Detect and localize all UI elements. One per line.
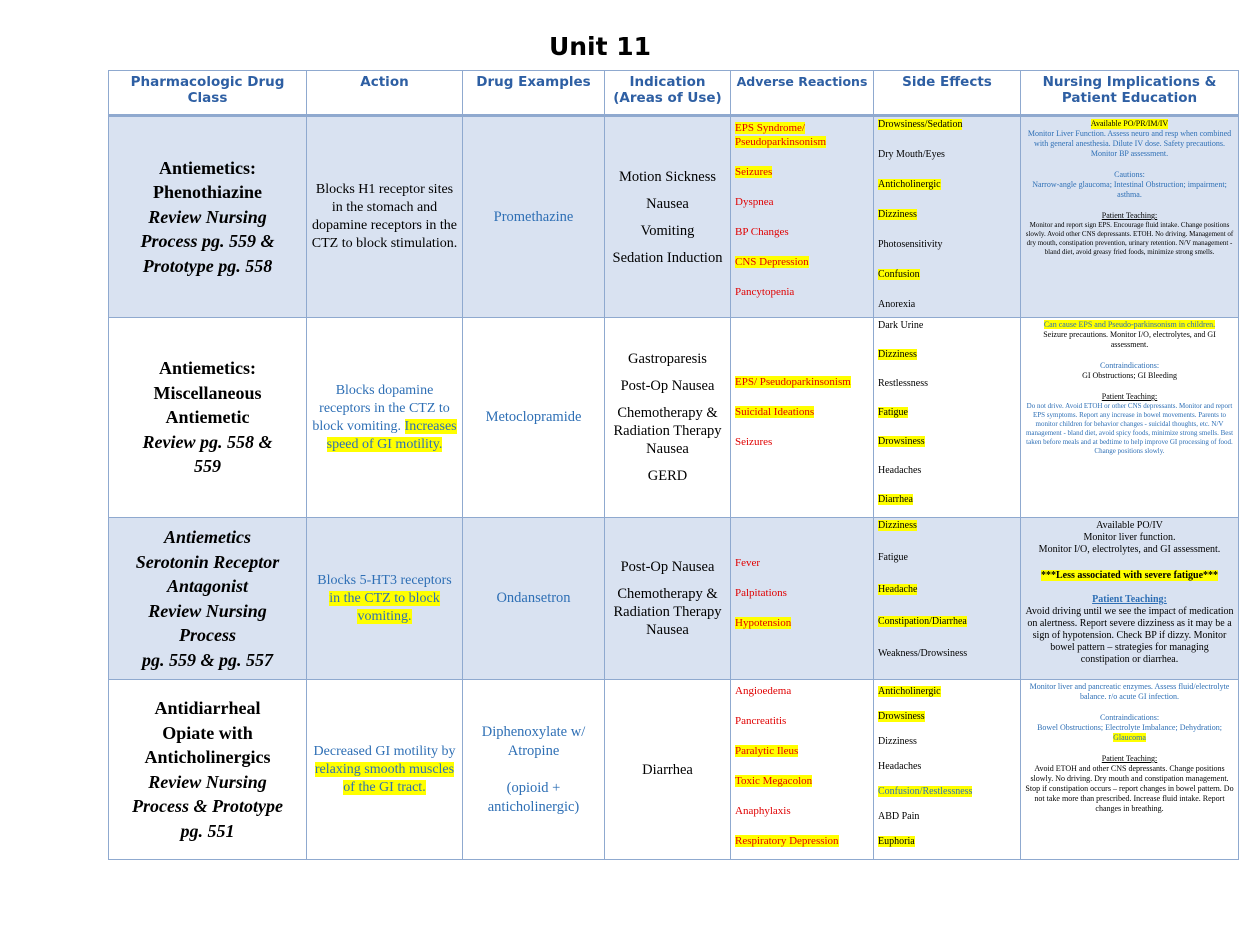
nursing-teaching-heading: Patient Teaching: xyxy=(1101,754,1158,763)
nursing-contra: GI Obstructions; GI Bleeding xyxy=(1082,371,1177,380)
header-row xyxy=(109,71,1239,116)
nursing-cell xyxy=(1021,680,1239,860)
indication-item: Post-Op Nausea xyxy=(620,378,715,394)
side-effect-item: Drowsiness xyxy=(878,711,925,722)
class-line: Antagonist xyxy=(166,576,249,596)
adverse-item: Pancreatitis xyxy=(735,715,787,727)
header-indication: Indication (Areas of Use) xyxy=(605,71,731,116)
drug-class-cell xyxy=(109,318,307,518)
adverse-cell xyxy=(731,318,874,518)
adverse-cell xyxy=(731,680,874,860)
class-line: Antiemetic xyxy=(165,407,250,428)
header-drug-class: Pharmacologic Drug Class xyxy=(109,71,307,116)
drug-table-container xyxy=(108,70,1234,860)
indication-cell xyxy=(605,518,731,680)
drug-class-cell xyxy=(109,116,307,318)
nursing-monitor: Monitor Liver Function. Assess neuro and resp when combined with general anesthesia. Dilute IV dose. Safety precautions. Monitor BP assessment. xyxy=(1027,129,1232,158)
drug-name: Diphenoxylate w/ Atropine xyxy=(481,723,586,759)
class-line: Miscellaneous xyxy=(153,382,262,403)
side-effect-item: Anorexia xyxy=(878,299,916,310)
class-line: Antiemetics: xyxy=(159,358,256,379)
nursing-monitor: Monitor I/O, electrolytes, and GI assessment. xyxy=(1038,544,1221,555)
side-effect-item: Constipation/Diarrhea xyxy=(878,616,967,627)
side-effect-item: Dry Mouth/Eyes xyxy=(878,149,945,160)
action-cell: Blocks H1 receptor sites in the stomach and dopamine receptors in the CTZ to block stimulation. xyxy=(307,116,463,318)
action-highlight: relaxing smooth muscles of the GI tract. xyxy=(314,761,455,795)
nursing-note: ***Less associated with severe fatigue*** xyxy=(1040,570,1219,581)
side-effect-item: Photosensitivity xyxy=(878,239,943,250)
nursing-teaching-heading: Patient Teaching: xyxy=(1101,211,1158,220)
side-effect-item: Dizziness xyxy=(878,520,917,531)
adverse-cell xyxy=(731,116,874,318)
nursing-availability: Available PO/IV xyxy=(1096,520,1163,531)
drug-cell: Ondansetron xyxy=(463,518,605,680)
nursing-cell xyxy=(1021,518,1239,680)
indication-item: Nausea xyxy=(646,195,689,212)
indication-item: Chemotherapy & Radiation Therapy Nausea xyxy=(613,405,722,457)
class-line: Review Nursing xyxy=(148,206,267,227)
class-line: pg. 559 & pg. 557 xyxy=(141,649,273,670)
nursing-monitor: Seizure precautions. Monitor I/O, electrolytes, and GI assessment. xyxy=(1043,330,1216,349)
adverse-item: Angioedema xyxy=(735,685,792,697)
drug-class-cell xyxy=(109,680,307,860)
table-row xyxy=(109,318,1239,518)
side-effects-cell xyxy=(874,318,1021,518)
indication-item: Sedation Induction xyxy=(612,249,723,266)
table-row xyxy=(109,518,1239,680)
page-title: Unit 11 xyxy=(548,32,652,61)
indication-item: Gastroparesis xyxy=(628,351,707,367)
adverse-cell xyxy=(731,518,874,680)
indication-item: Motion Sickness xyxy=(618,168,717,185)
indication-cell xyxy=(605,680,731,860)
adverse-item: Dyspnea xyxy=(735,196,774,208)
class-line: Process pg. 559 & xyxy=(140,231,275,252)
side-effect-item: Diarrhea xyxy=(878,494,913,505)
indication-item: Chemotherapy & Radiation Therapy Nausea xyxy=(613,586,722,638)
side-effect-item: Headache xyxy=(878,584,918,595)
header-drug-examples: Drug Examples xyxy=(463,71,605,116)
drug-table xyxy=(108,70,1239,860)
action-text: Blocks 5-HT3 receptors xyxy=(317,572,452,588)
side-effect-item: Drowsiness xyxy=(878,436,925,447)
class-line: Review Nursing xyxy=(148,600,267,621)
side-effect-item: Dizziness xyxy=(878,349,917,360)
adverse-item: Pancytopenia xyxy=(735,286,795,298)
adverse-item: Suicidal Ideations xyxy=(735,405,815,418)
class-line: Phenothiazine xyxy=(152,182,262,203)
class-line: Antidiarrheal xyxy=(154,698,261,718)
class-line: Process xyxy=(179,625,236,645)
nursing-contra-heading: Contraindications: xyxy=(1099,713,1160,722)
indication-cell xyxy=(605,116,731,318)
class-line: 559 xyxy=(194,456,221,477)
side-effect-item: Weakness/Drowsiness xyxy=(878,648,968,659)
adverse-item: Respiratory Depression xyxy=(735,835,839,847)
action-cell xyxy=(307,518,463,680)
class-line: Opiate with xyxy=(162,722,253,743)
side-effects-cell xyxy=(874,116,1021,318)
drug-cell: Metoclopramide xyxy=(463,318,605,518)
nursing-cell xyxy=(1021,318,1239,518)
side-effect-item: Fatigue xyxy=(878,407,908,418)
class-line: Review Nursing xyxy=(148,771,267,792)
adverse-item: EPS Syndrome/ Pseudoparkinsonism xyxy=(735,122,827,148)
adverse-item: Anaphylaxis xyxy=(735,805,791,817)
side-effect-item: Restlessness xyxy=(878,378,928,389)
table-row xyxy=(109,116,1239,318)
side-effect-item: Anticholinergic xyxy=(878,179,941,190)
drug-cell: Promethazine xyxy=(463,116,605,318)
side-effect-item: Dizziness xyxy=(878,736,917,747)
indication-item: GERD xyxy=(647,468,688,484)
adverse-item: EPS/ Pseudoparkinsonism xyxy=(735,375,851,388)
adverse-item: Fever xyxy=(735,556,761,569)
class-line: Serotonin Receptor xyxy=(135,551,280,572)
nursing-contra-heading: Contraindications: xyxy=(1099,361,1160,370)
class-line: Anticholinergics xyxy=(144,747,271,767)
adverse-item: Paralytic Ileus xyxy=(735,745,799,757)
side-effect-item: Headaches xyxy=(878,465,922,476)
nursing-contra-highlight: Glaucoma xyxy=(1113,733,1146,742)
side-effects-cell xyxy=(874,518,1021,680)
adverse-item: Toxic Megacolon xyxy=(735,775,813,787)
drug-note: (opioid + anticholinergic) xyxy=(487,779,580,815)
nursing-teaching-heading: Patient Teaching: xyxy=(1092,594,1167,605)
drug-cell xyxy=(463,680,605,860)
adverse-item: BP Changes xyxy=(735,226,789,238)
nursing-teaching: Avoid driving until we see the impact of medication on alertness. Report severe dizziness as it may be a sign of hypotension. Check BP if dizzy. Monitor bowel pattern – strategies for managing constipation or diarrhea. xyxy=(1025,606,1234,665)
action-text: Decreased GI motility by xyxy=(313,743,456,759)
nursing-cell xyxy=(1021,116,1239,318)
side-effect-item: Fatigue xyxy=(878,552,908,563)
side-effect-item: Anticholinergic xyxy=(878,686,941,697)
indication-cell xyxy=(605,318,731,518)
nursing-availability: Available PO/PR/IM/IV xyxy=(1090,119,1169,128)
nursing-monitor: Monitor liver and pancreatic enzymes. Assess fluid/electrolyte balance. r/o acute GI infection. xyxy=(1029,682,1230,701)
side-effect-item: Euphoria xyxy=(878,836,915,847)
action-text: Blocks dopamine receptors in the CTZ to block vomiting. xyxy=(312,382,450,434)
header-action: Action xyxy=(307,71,463,116)
class-line: Antiemetics xyxy=(164,527,251,547)
action-cell xyxy=(307,680,463,860)
header-nursing: Nursing Implications & Patient Education xyxy=(1021,71,1239,116)
adverse-item: CNS Depression xyxy=(735,256,809,268)
adverse-item: Palpitations xyxy=(735,586,787,599)
nursing-cautions-heading: Cautions: xyxy=(1114,170,1145,179)
class-line: Review pg. 558 & xyxy=(142,431,273,452)
side-effect-item: Drowsiness/Sedation xyxy=(878,119,963,130)
adverse-item: Seizures xyxy=(735,166,773,178)
side-effect-item: ABD Pain xyxy=(878,811,920,822)
nursing-cautions: Narrow-angle glaucoma; Intestinal Obstruction; impairment; asthma. xyxy=(1032,180,1227,199)
nursing-warning: Can cause EPS and Pseudo-parkinsonism in children. xyxy=(1043,320,1216,329)
indication-item: Vomiting xyxy=(640,222,695,239)
side-effect-item: Dizziness xyxy=(878,209,917,220)
table-row xyxy=(109,680,1239,860)
side-effect-item: Confusion xyxy=(878,269,920,280)
class-line: pg. 551 xyxy=(180,820,235,841)
adverse-item: Seizures xyxy=(735,435,773,448)
nursing-monitor: Monitor liver function. xyxy=(1083,532,1176,543)
nursing-teaching-heading: Patient Teaching: xyxy=(1101,392,1158,401)
action-cell xyxy=(307,318,463,518)
nursing-contra-text: Bowel Obstructions; Electrolyte Imbalance; Dehydration; xyxy=(1037,723,1222,732)
class-line: Prototype pg. 558 xyxy=(142,255,273,276)
nursing-contra xyxy=(1025,723,1234,743)
indication-item: Diarrhea xyxy=(642,761,693,778)
drug-class-cell xyxy=(109,518,307,680)
action-highlight: Increases speed of GI motility. xyxy=(326,418,457,452)
class-line: Antiemetics: xyxy=(159,157,256,178)
indication-item: Post-Op Nausea xyxy=(620,559,715,575)
side-effect-item: Confusion/Restlessness xyxy=(878,786,973,797)
side-effect-item: Dark Urine xyxy=(878,320,924,331)
adverse-item: Hypotension xyxy=(735,616,792,629)
nursing-teaching: Avoid ETOH and other CNS depressants. Change positions slowly. No driving. Dry mouth and constipation management. Stop if constipation occurs – report changes in bowel pattern. Do not take more than prescribed. Increase fluid intake. Report changes in breathing. xyxy=(1025,764,1234,813)
side-effects-cell xyxy=(874,680,1021,860)
header-side-effects: Side Effects xyxy=(874,71,1021,116)
header-adverse-reactions: Adverse Reactions xyxy=(731,71,874,116)
action-highlight: in the CTZ to block vomiting. xyxy=(329,590,440,624)
side-effect-item: Headaches xyxy=(878,761,922,772)
nursing-teaching: Monitor and report sign EPS. Encourage fluid intake. Change positions slowly. Avoid other CNS depressants. ETOH. No driving. Management of dry mouth, constipation prevention, urinary retention. N/V management - bland diet, avoid greasy fried foods, minimize strong smells. xyxy=(1025,221,1234,256)
class-line: Process & Prototype xyxy=(132,796,283,816)
nursing-teaching: Do not drive. Avoid ETOH or other CNS depressants. Monitor and report EPS symptoms. Report any increase in bowel movements. Parents to monitor children for behavior changes - suicidal thoughts, etc. N/V management - bland diet, avoid spicy foods, minimize strong smells. Best taken before meals and at bedtime to help improve GI processing of food. Change positions slowly. xyxy=(1025,402,1234,455)
